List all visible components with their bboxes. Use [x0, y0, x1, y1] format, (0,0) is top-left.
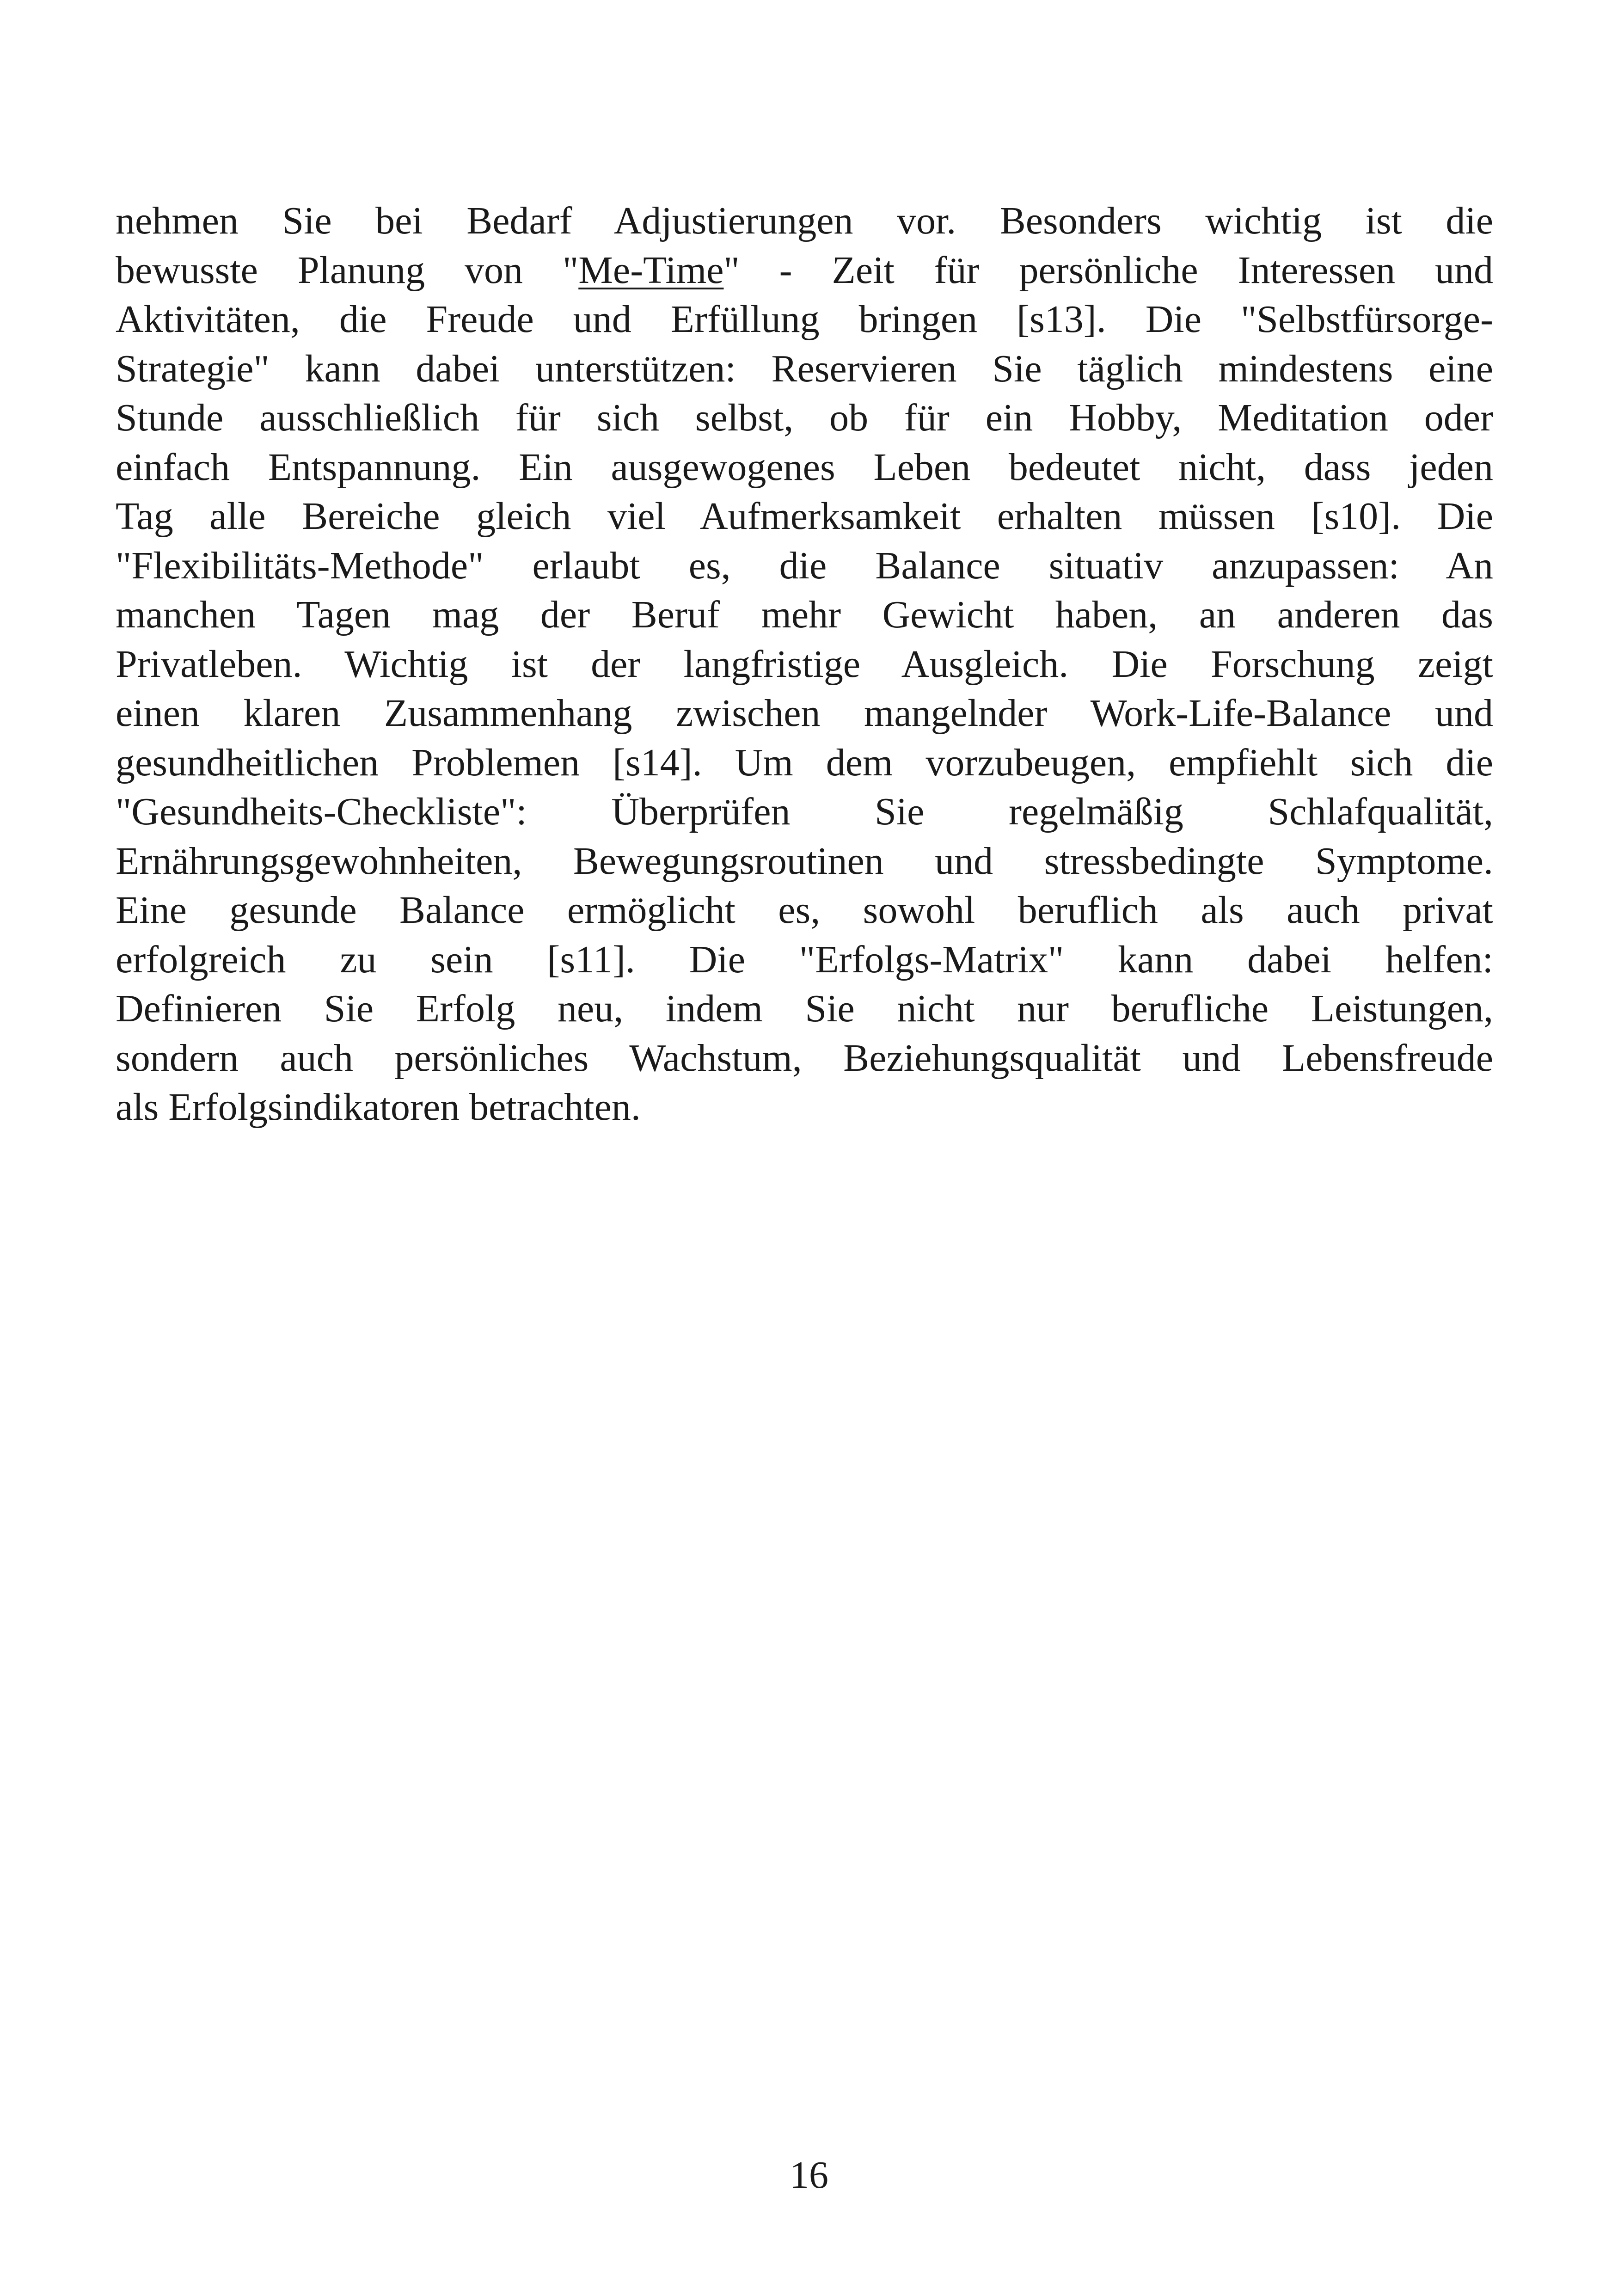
text-line: "Gesundheits-Checkliste": Überprüfen Sie regelmäßig Schlafqualität, — [116, 790, 1493, 833]
body-paragraph — [116, 196, 1493, 1132]
text-line: Ernährungsgewohnheiten, Bewegungsroutinen und stressbedingte Symptome. — [116, 839, 1493, 883]
text-line: gesundheitlichen Problemen [s14]. Um dem vorzubeugen, empfiehlt sich die — [116, 741, 1493, 784]
text-line: Strategie" kann dabei unterstützen: Reservieren Sie täglich mindestens eine — [116, 347, 1493, 390]
text-line: Definieren Sie Erfolg neu, indem Sie nicht nur berufliche Leistungen, — [116, 987, 1493, 1030]
text-line: einfach Entspannung. Ein ausgewogenes Leben bedeutet nicht, dass jeden — [116, 445, 1493, 489]
text-line: nehmen Sie bei Bedarf Adjustierungen vor. Besonders wichtig ist die — [116, 199, 1493, 242]
text-line — [116, 246, 1493, 295]
text-segment: " - Zeit für persönliche Interessen und — [723, 248, 1493, 292]
me-time-link[interactable]: Me-Time — [578, 248, 724, 292]
text-line: Aktivitäten, die Freude und Erfüllung bringen [s13]. Die "Selbstfürsorge- — [116, 298, 1493, 341]
text-line: Stunde ausschließlich für sich selbst, ob für ein Hobby, Meditation oder — [116, 396, 1493, 439]
text-line: manchen Tagen mag der Beruf mehr Gewicht haben, an anderen das — [116, 593, 1493, 636]
text-line: als Erfolgsindikatoren betrachten. — [116, 1086, 641, 1129]
text-line: einen klaren Zusammenhang zwischen mangelnder Work-Life-Balance und — [116, 692, 1493, 735]
text-segment: bewusste Planung von " — [116, 248, 579, 292]
text-line: Privatleben. Wichtig ist der langfristige Ausgleich. Die Forschung zeigt — [116, 642, 1493, 686]
text-line: "Flexibilitäts-Methode" erlaubt es, die Balance situativ anzupassen: An — [116, 544, 1493, 587]
text-line: Eine gesunde Balance ermöglicht es, sowohl beruflich als auch privat — [116, 889, 1493, 932]
text-line: erfolgreich zu sein [s11]. Die "Erfolgs-Matrix" kann dabei helfen: — [116, 938, 1493, 981]
text-line: sondern auch persönliches Wachstum, Beziehungsqualität und Lebensfreude — [116, 1036, 1493, 1080]
page-number: 16 — [790, 2154, 828, 2197]
text-line: Tag alle Bereiche gleich viel Aufmerksamkeit erhalten müssen [s10]. Die — [116, 495, 1493, 538]
